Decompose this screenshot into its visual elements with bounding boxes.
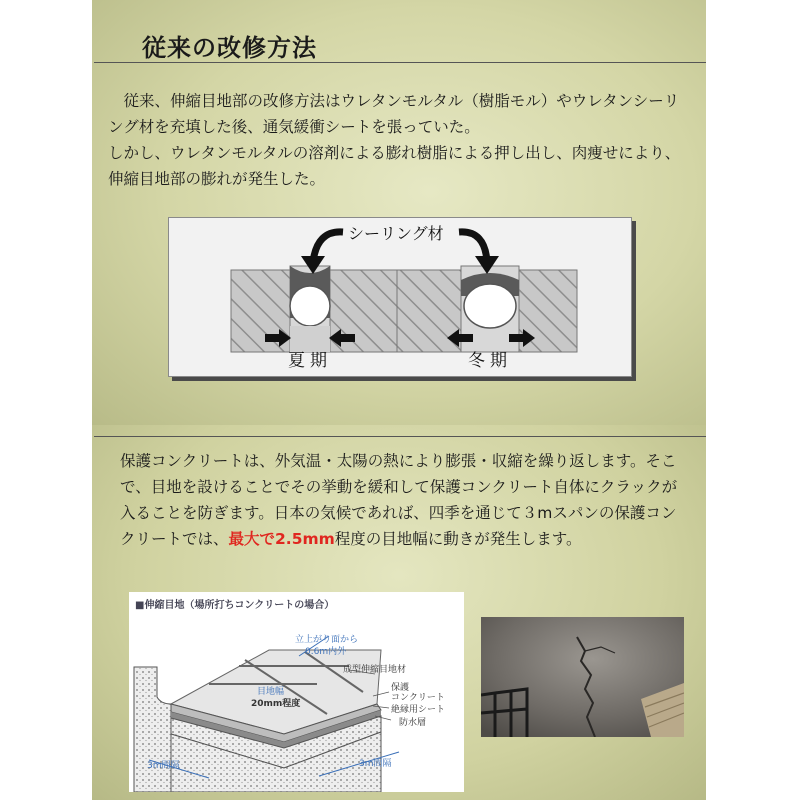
span-right-label: 3m間隔	[359, 759, 392, 769]
summer-label: 夏期	[288, 351, 332, 371]
riser-distance-label: 立上がり面から	[295, 635, 359, 645]
riser-distance-value: 0.6m内外	[305, 647, 347, 657]
cracked-concrete-photo	[481, 617, 684, 737]
protect-label: 保護	[391, 683, 410, 693]
intro-text	[108, 88, 693, 192]
sealant-diagram	[168, 217, 632, 377]
span-left-label: 3m間隔	[147, 761, 180, 771]
title-divider	[94, 62, 706, 63]
sealant-label: シーリング材	[345, 221, 447, 244]
section-divider	[94, 436, 706, 437]
max-movement-highlight: 最大で2.5mm	[228, 530, 335, 548]
intro-paragraph-1: 従来、伸縮目地部の改修方法はウレタンモルタル（樹脂モル）やウレタンシーリング材を充填した後、通気緩衝シートを張っていた。	[108, 92, 680, 136]
drawing-title: ■伸縮目地（場所打ちコンクリートの場合）	[135, 600, 335, 611]
body-text	[120, 448, 690, 552]
joint-material-label: 成型伸縮目地材	[343, 665, 407, 675]
joint-width-label: 目地幅	[257, 687, 285, 697]
joint-width-value: 20mm程度	[251, 699, 301, 709]
body-paragraph	[120, 448, 690, 552]
cracked-concrete-image	[481, 617, 684, 737]
waterproof-layer-label: 防水層	[399, 718, 427, 728]
protect-concrete-label: コンクリート	[391, 693, 445, 703]
body-text-before: 保護コンクリートは、外気温・太陽の熱により膨張・収縮を繰り返します。そこで、目地を設けることでその挙動を緩和して保護コンクリート自体にクラックが入ることを防ぎます。日本の気候であれば、四季を通じて３mスパンの保護コンクリートでは、	[120, 452, 678, 548]
body-text-after: 程度の目地幅に動きが発生します。	[334, 530, 582, 548]
winter-label: 冬期	[468, 351, 512, 371]
intro-paragraph-2: しかし、ウレタンモルタルの溶剤による膨れ樹脂による押し出し、肉痩せにより、伸縮目地部の膨れが発生した。	[108, 144, 681, 188]
page-title: 従来の改修方法	[142, 34, 317, 62]
expansion-joint-drawing	[129, 592, 464, 792]
insulation-sheet-label: 絶縁用シート	[391, 705, 446, 715]
